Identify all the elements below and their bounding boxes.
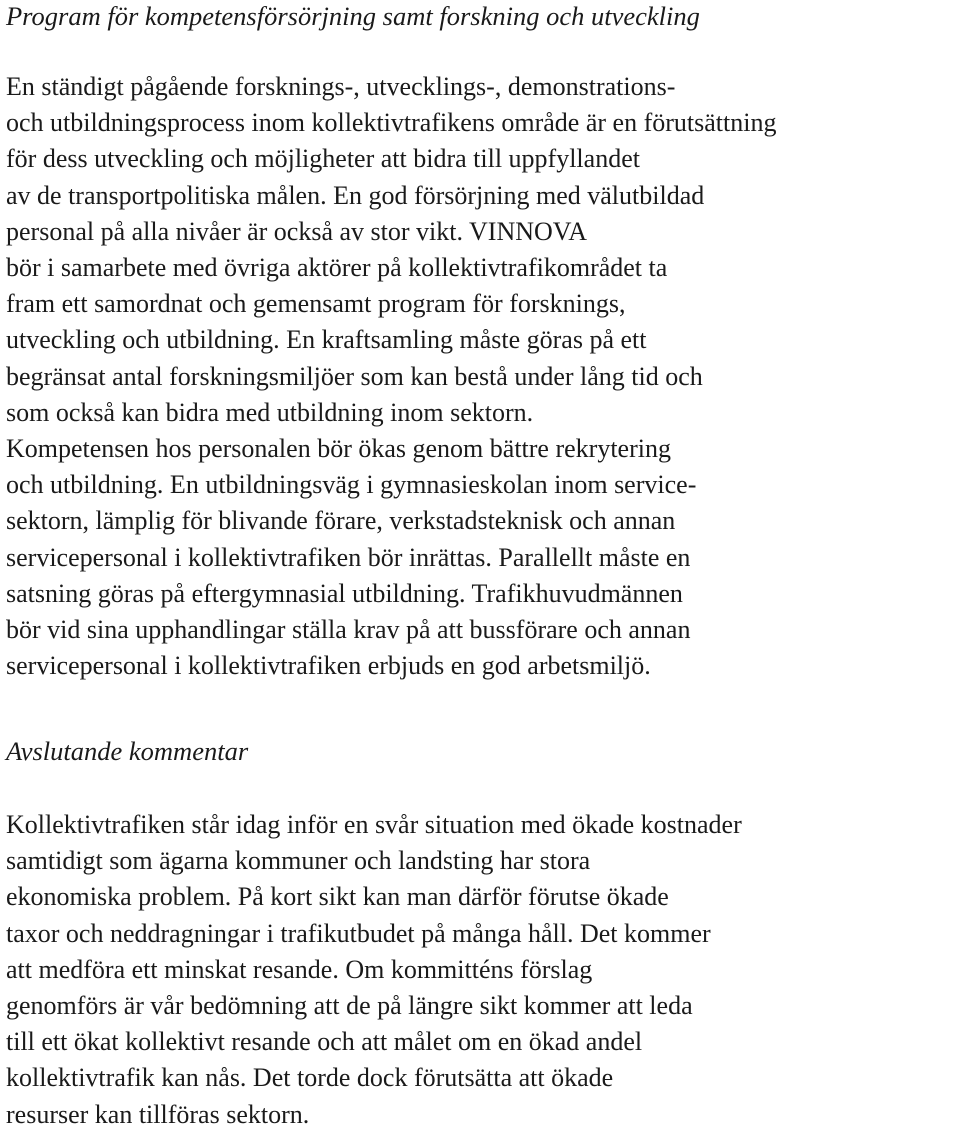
text-line: av de transportpolitiska målen. En god försörjning med välutbildad [6,180,705,210]
text-line: begränsat antal forskningsmiljöer som kan bestå under lång tid och [6,361,703,391]
text-line: kollektivtrafik kan nås. Det torde dock förutsätta att ökade [6,1063,614,1093]
text-line: till ett ökat kollektivt resande och att målet om en ökad andel [6,1027,643,1057]
text-line: servicepersonal i kollektivtrafiken erbjuds en god arbetsmiljö. [6,651,651,681]
text-line: resurser kan tillföras sektorn. [6,1099,310,1129]
text-line: Kollektivtrafiken står idag inför en svår situation med ökade kostnader [6,810,742,839]
text-line: samtidigt som ägarna kommuner och landsting har stora [6,846,591,876]
text-line: ekonomiska problem. På kort sikt kan man därför förutse ökade [6,882,669,912]
text-line: utveckling och utbildning. En kraftsamling måste göras på ett [6,325,647,355]
text-line: fram ett samordnat och gemensamt program för forsknings, [6,289,626,319]
paragraph-closing-comment [6,807,742,1133]
text-line: taxor och neddragningar i trafikutbudet på många håll. Det kommer [6,918,711,948]
text-line: genomförs är vår bedömning att de på längre sikt kommer att leda [6,991,693,1021]
text-line: personal på alla nivåer är också av stor vikt. VINNOVA [6,216,587,246]
text-line: som också kan bidra med utbildning inom sektorn. [6,397,534,427]
text-line: servicepersonal i kollektivtrafiken bör inrättas. Parallellt måste en [6,542,691,572]
text-line: bör vid sina upphandlingar ställa krav på att bussförare och annan [6,615,691,645]
text-line: Kompetensen hos personalen bör ökas genom bättre rekrytering [6,434,671,464]
text-line: och utbildningsprocess inom kollektivtrafikens område är en förutsättning [6,108,777,138]
text-line: satsning göras på eftergymnasial utbildning. Trafikhuvudmännen [6,578,683,608]
text-line: för dess utveckling och möjligheter att bidra till uppfyllandet [6,144,640,174]
text-line: sektorn, lämplig för blivande förare, verkstadsteknisk och annan [6,506,676,536]
section-heading-competence-program: Program för kompetensförsörjning samt forskning och utveckling [6,1,700,31]
text-line: En ständigt pågående forsknings-, utvecklings-, demonstrations- [6,72,676,101]
text-line: bör i samarbete med övriga aktörer på kollektivtrafikområdet ta [6,253,668,283]
paragraph-competence-program [6,69,776,684]
section-heading-closing-comment: Avslutande kommentar [6,736,249,766]
text-line: att medföra ett minskat resande. Om kommitténs förslag [6,954,593,984]
text-line: och utbildning. En utbildningsväg i gymnasieskolan inom service- [6,470,697,500]
